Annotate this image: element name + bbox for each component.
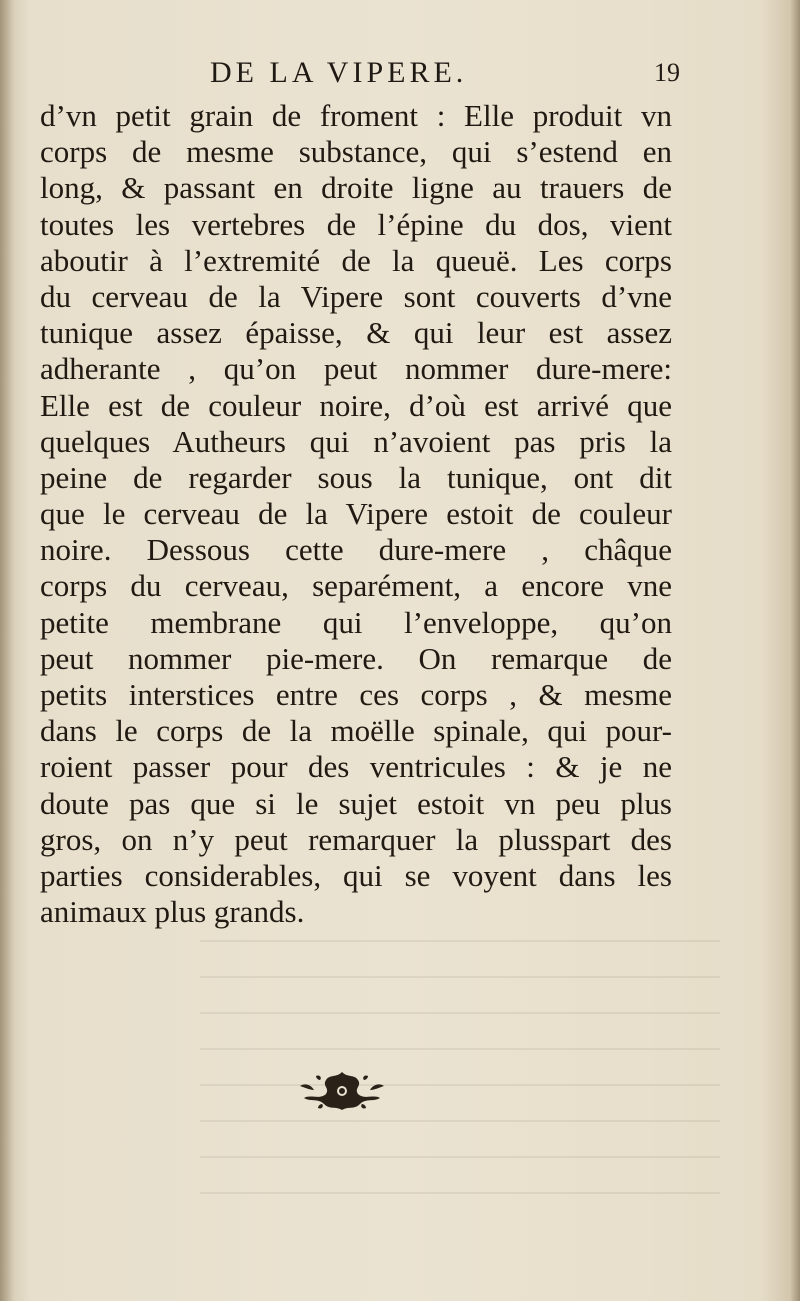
text-line: Elle est de couleur noire, d’où est arrivé que [40,387,672,423]
text-line: tunique assez épaisse, & qui leur est assez [40,315,672,351]
text-line: aboutir à l’extremité de la queuë. Les corps [40,242,672,278]
text-line: toutes les vertebres de l’épine du dos, vient [40,206,672,242]
running-head [40,56,680,96]
text-line: long, & passant en droite ligne au trauers de [40,170,672,206]
text-line: d’vn petit grain de froment : Elle produit vn [40,98,672,133]
text-line: que le cerveau de la Vipere estoit de couleur [40,496,672,532]
text-line: corps de mesme substance, qui s’estend en [40,134,672,170]
show-through-text [200,940,720,1220]
text-line: animaux plus grands. [40,894,305,930]
text-line: corps du cerveau, separément, a encore vne [40,568,672,604]
text-line: peut nommer pie-mere. On remarque de [40,640,672,676]
body-text [40,98,672,930]
running-title: DE LA VIPERE. [210,56,468,89]
text-line: quelques Autheurs qui n’avoient pas pris la [40,423,672,459]
text-line: petits interstices entre ces corps , & mesme [40,677,672,712]
text-line: petite membrane qui l’enveloppe, qu’on [40,604,672,640]
text-line: peine de regarder sous la tunique, ont dit [40,459,672,495]
text-line: dans le corps de la moëlle spinale, qui pour- [40,713,672,749]
text-line: noire. Dessous cette dure-mere , châque [40,532,672,568]
text-line: doute pas que si le sujet estoit vn peu plus [40,785,672,821]
text-line: adherante , qu’on peut nommer dure-mere: [40,351,672,387]
page-number: 19 [654,58,680,87]
text-line: roient passer pour des ventricules : & je ne [40,749,672,785]
text-line: parties considerables, qui se voyent dans les [40,857,672,893]
printers-ornament-icon [296,1068,388,1114]
text-line: gros, on n’y peut remarquer la plusspart des [40,821,672,857]
text-line: du cerveau de la Vipere sont couverts d’vne [40,278,672,314]
